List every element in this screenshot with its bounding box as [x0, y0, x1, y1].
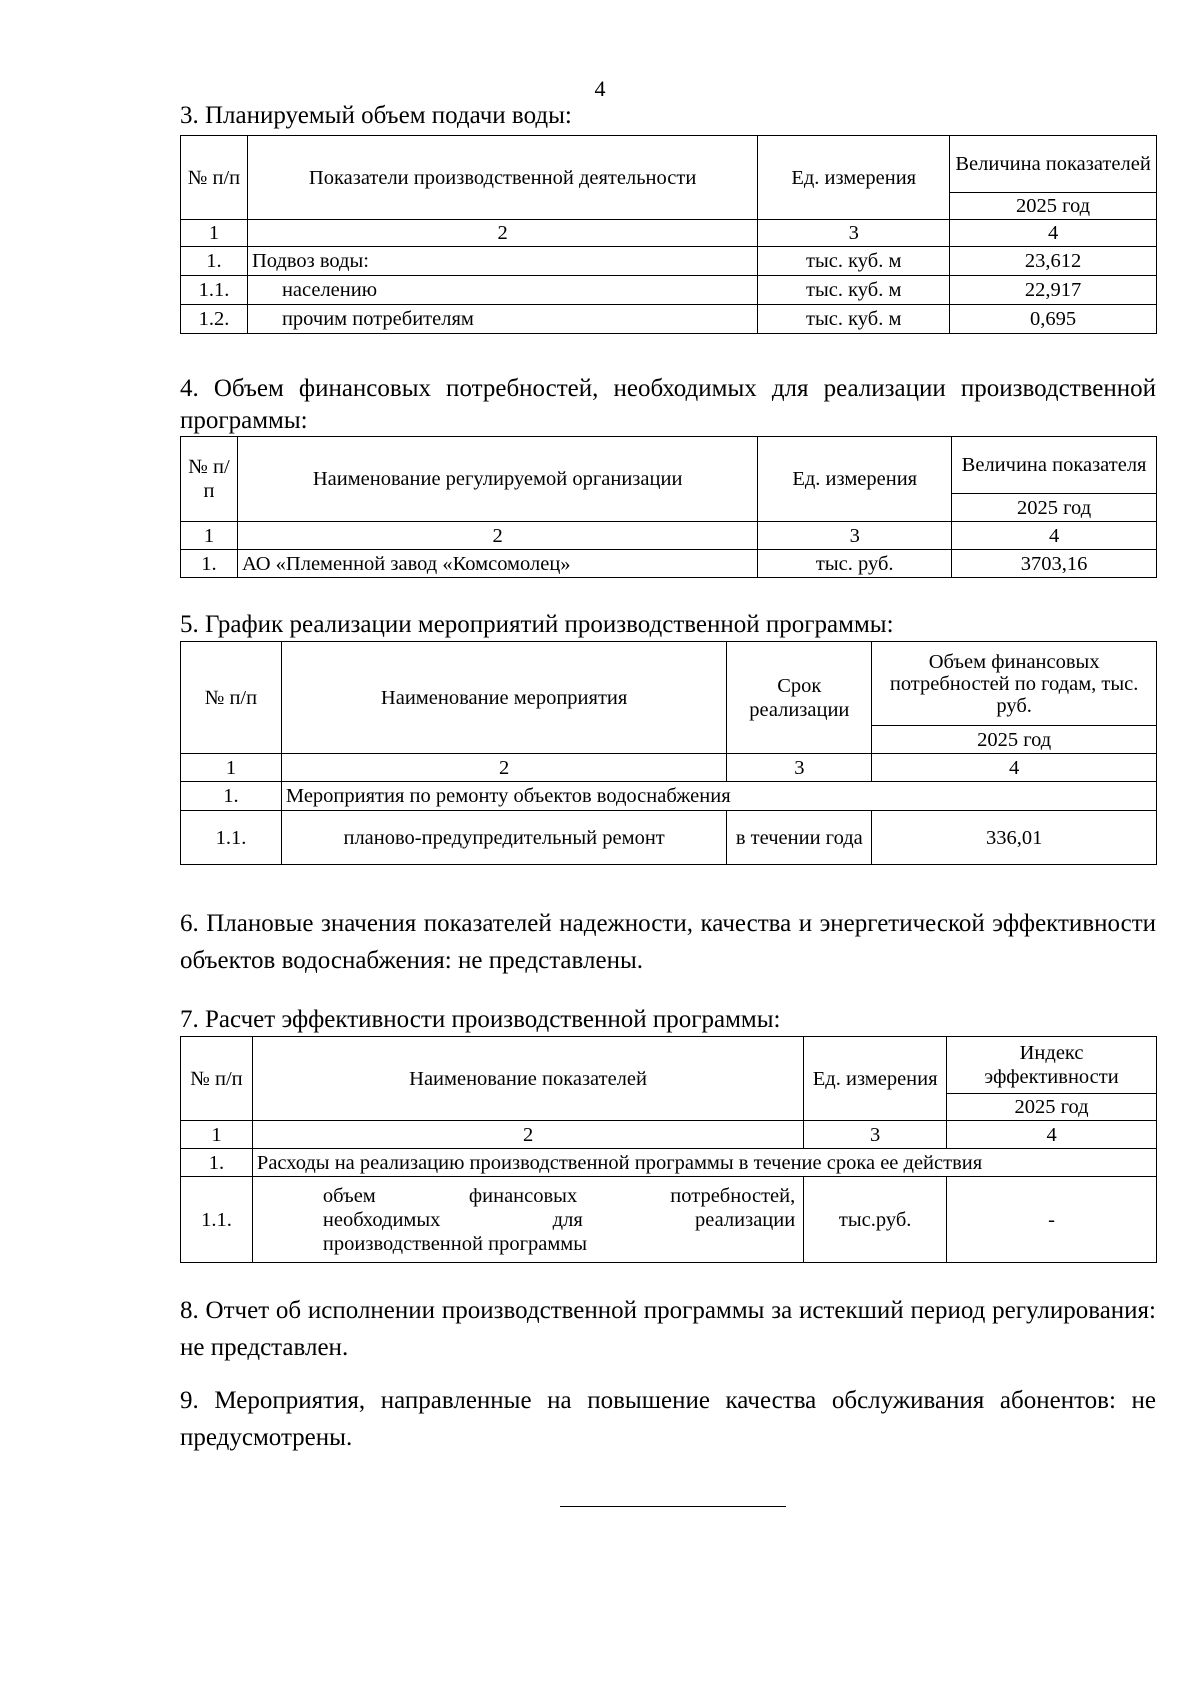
row-name: прочим потребителям [247, 305, 757, 334]
section-9-text: 9. Мероприятия, направленные на повышение качества обслуживания абонентов: не предусмотрены. [180, 1387, 1156, 1451]
row-value: 22,917 [950, 276, 1157, 305]
section-8-text: 8. Отчет об исполнении производственной программы за истекший период регулирования: не представлен. [180, 1297, 1156, 1361]
index-cell: 4 [950, 220, 1157, 247]
table-row [181, 276, 1157, 305]
index-cell: 3 [804, 1121, 947, 1149]
section-5-title: 5. График реализации мероприятий производственной программы: [180, 611, 894, 638]
header-year: 2025 год [947, 1094, 1157, 1121]
row-num: 1. [181, 550, 238, 578]
header-year: 2025 год [952, 494, 1157, 522]
row-group-name: Мероприятия по ремонту объектов водоснабжения [281, 782, 1156, 811]
header-num: № п/п [181, 437, 238, 522]
section-3-title: 3. Планируемый объем подачи воды: [180, 102, 572, 129]
index-cell: 3 [758, 522, 952, 550]
header-num: № п/п [181, 642, 282, 754]
row-value: 23,612 [950, 247, 1157, 276]
index-cell: 3 [758, 220, 950, 247]
row-name: населению [247, 276, 757, 305]
water-supply-table [180, 135, 1157, 334]
row-num: 1.2. [181, 305, 248, 334]
row-num: 1.1. [181, 811, 282, 865]
row-value: - [947, 1177, 1157, 1263]
row-num: 1. [181, 247, 248, 276]
row-value: 0,695 [950, 305, 1157, 334]
index-cell: 2 [281, 754, 726, 782]
index-cell: 4 [952, 522, 1157, 550]
efficiency-table [180, 1036, 1157, 1263]
row-unit: тыс. куб. м [758, 247, 950, 276]
table-row [181, 1149, 1157, 1177]
index-cell: 4 [872, 754, 1157, 782]
table-row [181, 305, 1157, 334]
header-indicator: Показатели производственной деятельности [247, 136, 757, 220]
header-value: Величина показателя [952, 437, 1157, 494]
row-group-name: Расходы на реализацию производственной программы в течение срока ее действия [252, 1149, 1156, 1177]
header-name: Наименование показателей [252, 1037, 803, 1121]
index-cell: 1 [181, 1121, 253, 1149]
financing-table [180, 436, 1157, 578]
table-row [181, 247, 1157, 276]
row-value: 3703,16 [952, 550, 1157, 578]
row-name: Подвоз воды: [247, 247, 757, 276]
header-year: 2025 год [872, 726, 1157, 754]
row-num: 1. [181, 1149, 253, 1177]
page-number: 4 [594, 76, 606, 101]
index-cell: 1 [181, 522, 238, 550]
header-unit: Ед. измерения [758, 136, 950, 220]
index-cell: 2 [252, 1121, 803, 1149]
header-name: Наименование мероприятия [281, 642, 726, 754]
index-cell: 4 [947, 1121, 1157, 1149]
header-org: Наименование регулируемой организации [237, 437, 757, 522]
index-cell: 2 [247, 220, 757, 247]
header-unit: Ед. измерения [758, 437, 952, 522]
row-term: в течении года [727, 811, 872, 865]
row-unit: тыс. куб. м [758, 305, 950, 334]
row-num: 1. [181, 782, 282, 811]
header-index: Индекс эффективности [947, 1037, 1157, 1094]
header-volume: Объем финансовых потребностей по годам, тыс. руб. [872, 642, 1157, 726]
separator-line [560, 1506, 786, 1507]
row-name-line: необходимых для реализации [322, 1208, 796, 1231]
row-num: 1.1. [181, 1177, 253, 1263]
row-name [252, 1177, 803, 1263]
row-name-line: производственной программы [322, 1232, 588, 1255]
table-row [181, 1177, 1157, 1263]
row-name: планово-предупредительный ремонт [281, 811, 726, 865]
row-num: 1.1. [181, 276, 248, 305]
section-4-title: 4. Объем финансовых потребностей, необходимых для реализации производственной программы: [180, 375, 1156, 434]
header-unit: Ед. измерения [804, 1037, 947, 1121]
row-name: АО «Племенной завод «Комсомолец» [237, 550, 757, 578]
index-cell: 3 [727, 754, 872, 782]
section-6-text: 6. Плановые значения показателей надежности, качества и энергетической эффективности объектов водоснабжения: не представлены. [180, 910, 1156, 974]
row-unit: тыс.руб. [804, 1177, 947, 1263]
section-7-title: 7. Расчет эффективности производственной программы: [180, 1006, 781, 1033]
index-cell: 1 [181, 220, 248, 247]
row-unit: тыс. куб. м [758, 276, 950, 305]
index-cell: 2 [237, 522, 757, 550]
header-num: № п/п [181, 136, 248, 220]
row-name-line: объем финансовых потребностей, [322, 1184, 796, 1207]
header-num: № п/п [181, 1037, 253, 1121]
header-term: Срок реализации [727, 642, 872, 754]
index-cell: 1 [181, 754, 282, 782]
row-value: 336,01 [872, 811, 1157, 865]
table-row [181, 782, 1157, 811]
schedule-table [180, 641, 1157, 865]
header-value: Величина показателей [950, 136, 1157, 193]
table-row [181, 550, 1157, 578]
table-row [181, 811, 1157, 865]
row-unit: тыс. руб. [758, 550, 952, 578]
header-year: 2025 год [950, 193, 1157, 220]
